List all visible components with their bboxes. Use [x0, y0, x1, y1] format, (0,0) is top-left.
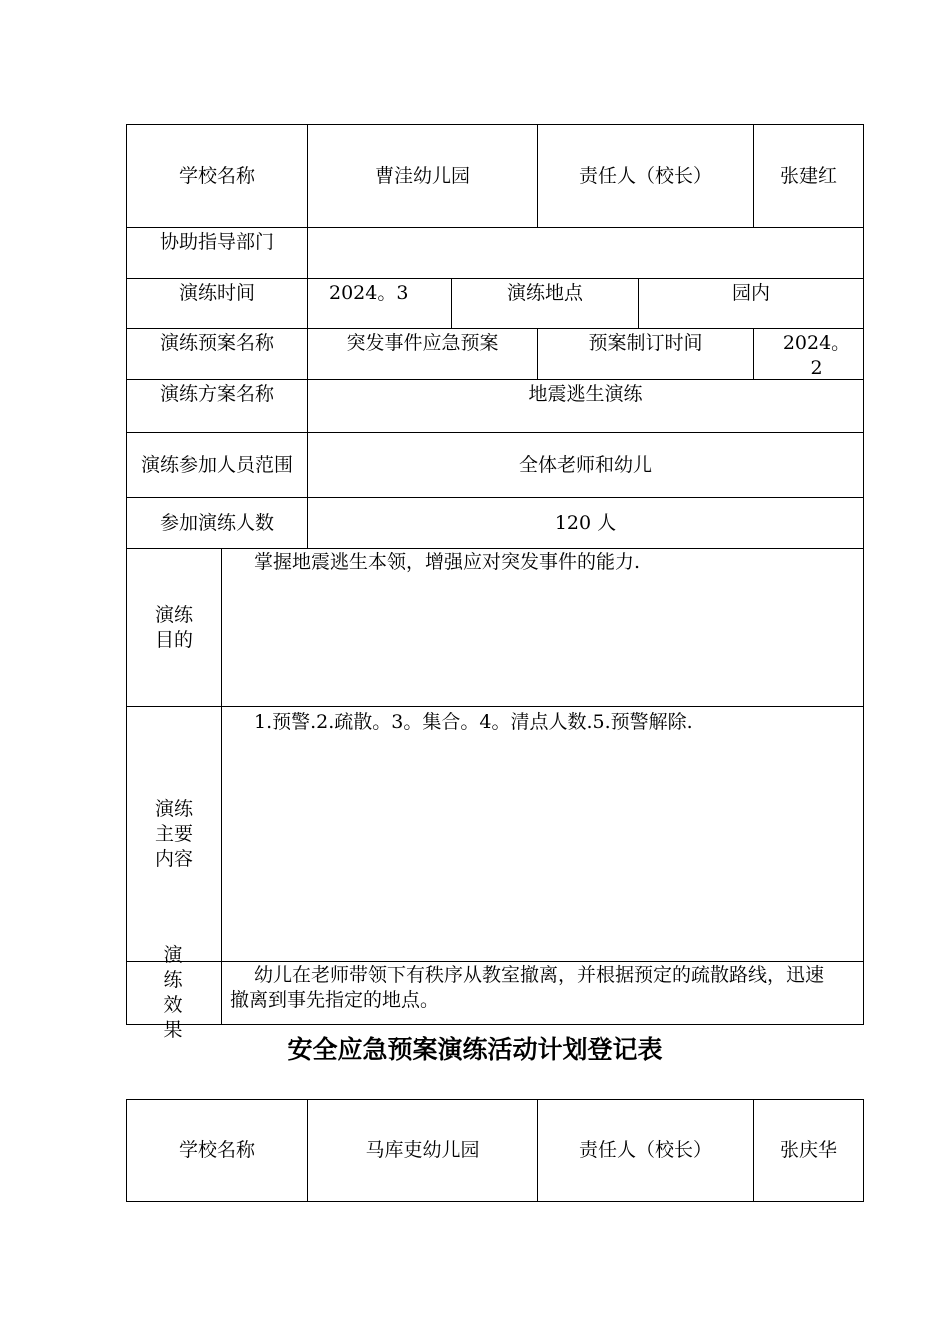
- drill-time-label: 演练时间: [126, 278, 308, 329]
- drill-effect-label: 演练效果: [163, 944, 193, 1041]
- participant-scope-label: 演练参加人员范围: [126, 432, 308, 498]
- drill-effect-label-cell: [126, 944, 222, 1041]
- participant-scope-value: 全体老师和幼儿: [307, 432, 864, 498]
- participant-count-value: 120 人: [307, 497, 864, 549]
- responsible-person-label: 责任人（校长）: [537, 124, 754, 228]
- page-title: 安全应急预案演练活动计划登记表: [287, 1035, 663, 1064]
- drill-time-value: 2024。3: [307, 278, 452, 329]
- school-name-label-2: 学校名称: [126, 1099, 308, 1202]
- participant-count-label: 参加演练人数: [126, 497, 308, 549]
- school-name-value-2: 马库吏幼儿园: [307, 1099, 538, 1202]
- drill-content-label-cell: [126, 706, 222, 962]
- drill-effect-value: 幼儿在老师带领下有秩序从教室撤离，并根据预定的疏散路线，迅速撤离到事先指定的地点。: [221, 961, 864, 1025]
- school-name-value: 曹洼幼儿园: [307, 124, 538, 228]
- drill-content-value: 1.预警.2.疏散。3。集合。4。清点人数.5.预警解除.: [221, 706, 864, 962]
- drill-place-label: 演练地点: [451, 278, 639, 329]
- responsible-person-value-2: 张庆华: [753, 1099, 864, 1202]
- responsible-person-label-2: 责任人（校长）: [537, 1099, 754, 1202]
- drill-purpose-value: 掌握地震逃生本领，增强应对突发事件的能力.: [221, 548, 864, 707]
- drill-purpose-label-cell: [126, 548, 222, 707]
- drill-place-value: 园内: [638, 278, 864, 329]
- drill-content-label: 演练主要内容: [154, 797, 193, 870]
- assist-dept-label: 协助指导部门: [126, 227, 308, 279]
- scheme-name-label: 演练方案名称: [126, 379, 308, 433]
- drill-purpose-label: 演练目的: [154, 603, 193, 651]
- scheme-name-value: 地震逃生演练: [307, 379, 864, 433]
- plan-date-value: 2024。2: [753, 328, 864, 380]
- plan-name-value: 突发事件应急预案: [307, 328, 538, 380]
- plan-date-label: 预案制订时间: [537, 328, 754, 380]
- responsible-person-value: 张建红: [753, 124, 864, 228]
- school-name-label: 学校名称: [126, 124, 308, 228]
- assist-dept-value: [307, 227, 864, 279]
- plan-name-label: 演练预案名称: [126, 328, 308, 380]
